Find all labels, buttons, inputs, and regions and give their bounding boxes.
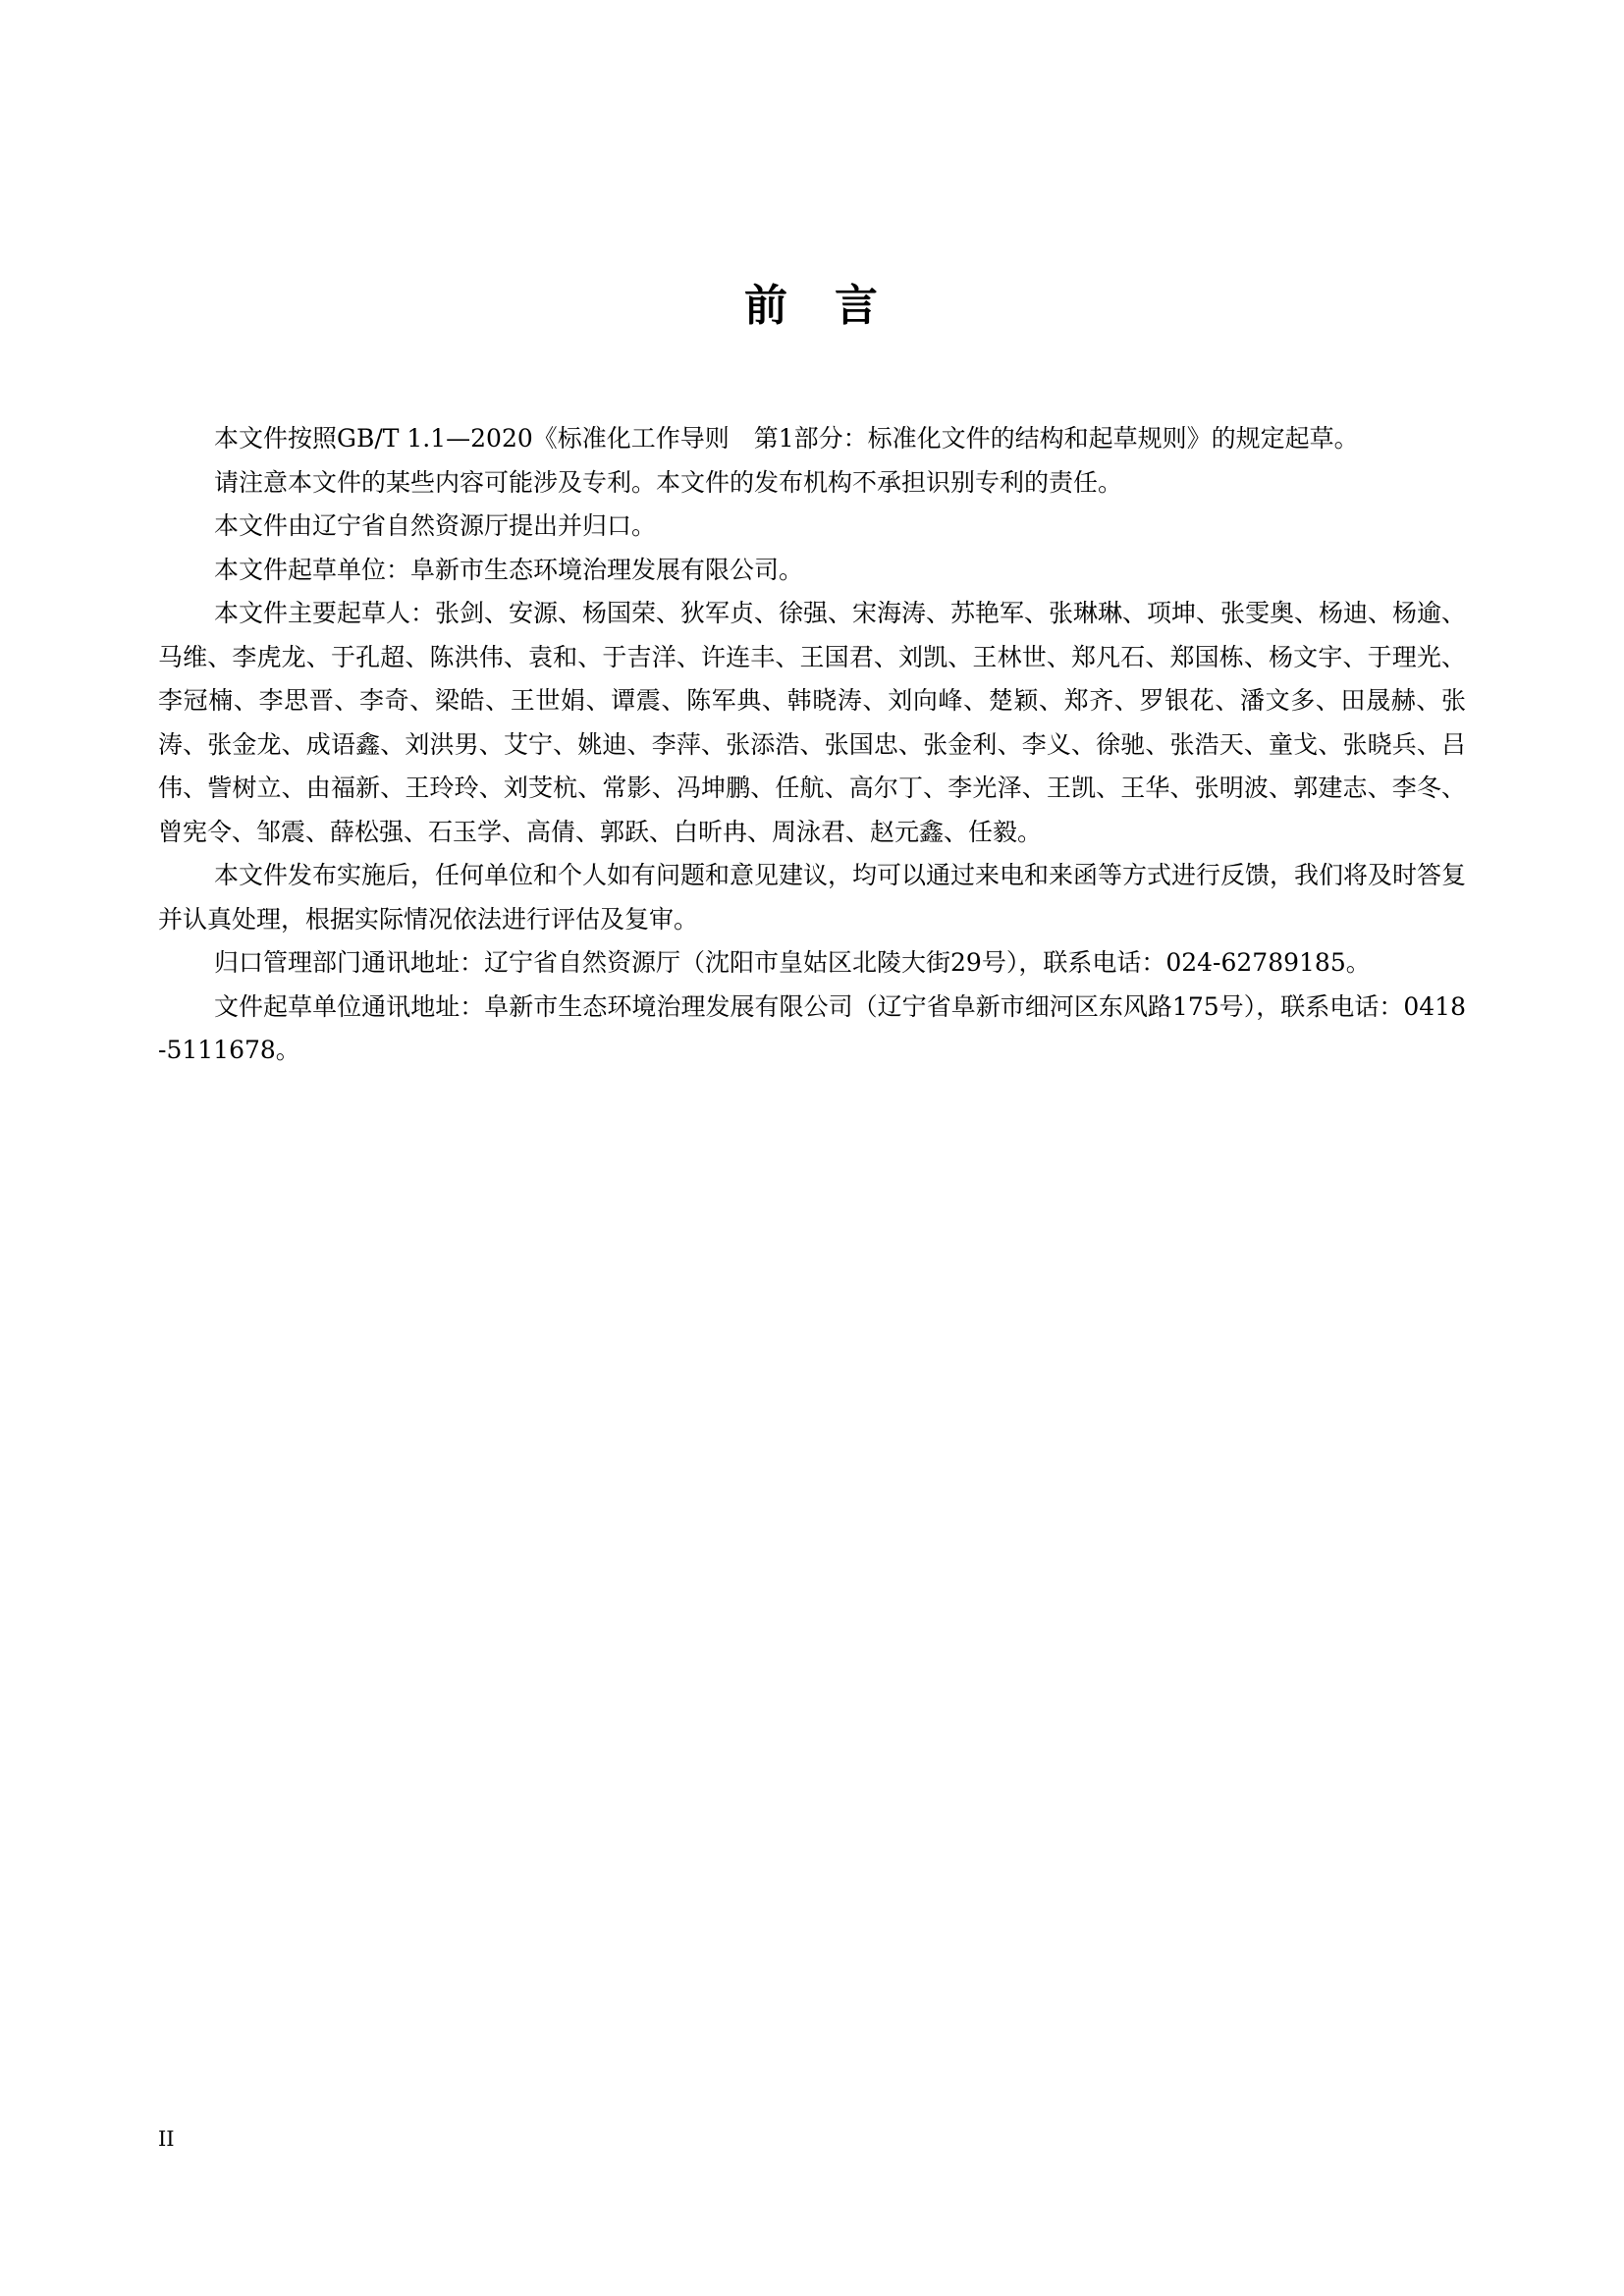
management-address-paragraph: 归口管理部门通讯地址：辽宁省自然资源厅（沈阳市皇姑区北陵大街29号），联系电话：024-62789185。 [214,948,1371,977]
drafters-paragraph: 本文件主要起草人：张剑、安源、杨国荣、狄军贞、徐强、宋海涛、苏艳军、张琳琳、项坤、张雯奥、杨迪、杨逾、马维、李虎龙、于孔超、陈洪伟、袁和、于吉洋、许连丰、王国君、刘凯、王林世、郑凡石、郑国栋、杨文宇、于理光、李冠楠、李思晋、李奇、梁皓、王世娟、谭震、陈军典、韩晓涛、刘向峰、楚颖、郑齐、罗银花、潘文多、田晟赫、张涛、张金龙、成语鑫、刘洪男、艾宁、姚迪、李萍、张添浩、张国忠、张金利、李义、徐驰、张浩天、童戈、张晓兵、吕伟、訾树立、由福新、王玲玲、刘芠杭、常影、冯坤鹏、任航、高尔丁、李光泽、王凯、王华、张明波、郭建志、李冬、曾宪令、邹震、薛松强、石玉学、高倩、郭跃、白昕冉、周泳君、赵元鑫、任毅。 [158,599,1467,846]
patent-notice-paragraph: 请注意本文件的某些内容可能涉及专利。本文件的发布机构不承担识别专利的责任。 [214,467,1123,497]
feedback-paragraph: 本文件发布实施后，任何单位和个人如有问题和意见建议，均可以通过来电和来函等方式进行反馈，我们将及时答复并认真处理，根据实际情况依法进行评估及复审。 [158,861,1467,934]
page-title: 前 言 [744,281,880,331]
standard-basis-paragraph: 本文件按照GB/T 1.1—2020《标准化工作导则 第1部分：标准化文件的结构和起草规则》的规定起草。 [214,424,1359,453]
document-body [158,417,1466,1073]
drafting-unit-paragraph: 本文件起草单位：阜新市生态环境治理发展有限公司。 [214,555,804,584]
drafting-unit-address-paragraph: 文件起草单位通讯地址：阜新市生态环境治理发展有限公司（辽宁省阜新市细河区东风路175号），联系电话：0418-5111678。 [158,991,1466,1064]
page-number: II [158,2127,175,2151]
proposer-paragraph: 本文件由辽宁省自然资源厅提出并归口。 [214,511,657,540]
